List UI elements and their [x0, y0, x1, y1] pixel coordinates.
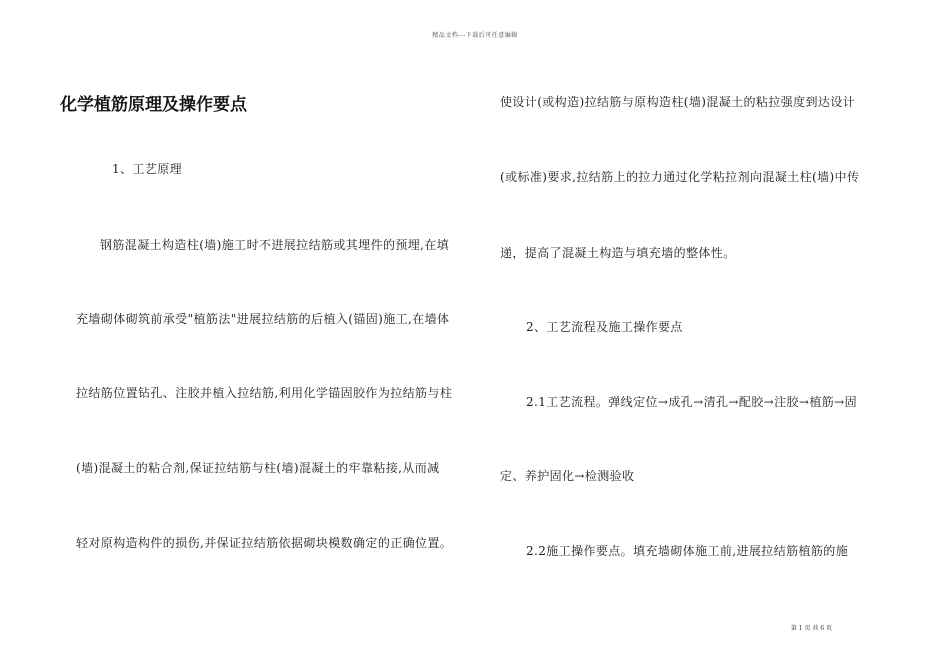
document-title: 化学植筋原理及操作要点 — [60, 95, 247, 115]
page-header: 精品文档---下载后可任意编辑 — [432, 32, 518, 39]
page-number: 第 1 页 共 6 页 — [790, 625, 832, 632]
paragraph-line: (或标准)要求,拉结筋上的拉力通过化学粘拉剂向混凝土柱(墙)中传 — [500, 170, 860, 184]
paragraph-line: 定、养护固化→检测验收 — [500, 469, 635, 483]
paragraph-line: 拉结筋位置钻孔、注胶并植入拉结筋,利用化学锚固胶作为拉结筋与柱 — [76, 386, 453, 400]
paragraph-line: 2.1工艺流程。弹线定位→成孔→清孔→配胶→注胶→植筋→固 — [526, 395, 858, 409]
paragraph-line: 充墙砌体砌筑前承受"植筋法"进展拉结筋的后植入(锚固)施工,在墙体 — [76, 312, 450, 326]
paragraph-line: 递，提高了混凝土构造与填充墙的整体性。 — [500, 246, 736, 260]
paragraph-line: 钢筋混凝土构造柱(墙)施工时不进展拉结筋或其埋件的预埋,在填 — [100, 238, 450, 252]
paragraph-line: 轻对原构造构件的损伤,并保证拉结筋依据砌块模数确定的正确位置。 — [76, 536, 453, 550]
paragraph-line: (墙)混凝土的粘合剂,保证拉结筋与柱(墙)混凝土的牢靠粘接,从而减 — [76, 461, 440, 475]
section-heading-process-flow: 2、工艺流程及施工操作要点 — [526, 320, 683, 334]
section-heading-process-principle: 1、工艺原理 — [112, 162, 183, 176]
paragraph-line: 2.2施工操作要点。填充墙砌体施工前,进展拉结筋植筋的施 — [526, 544, 849, 558]
paragraph-line: 使设计(或构造)拉结筋与原构造柱(墙)混凝土的粘拉强度到达设计 — [500, 95, 856, 109]
